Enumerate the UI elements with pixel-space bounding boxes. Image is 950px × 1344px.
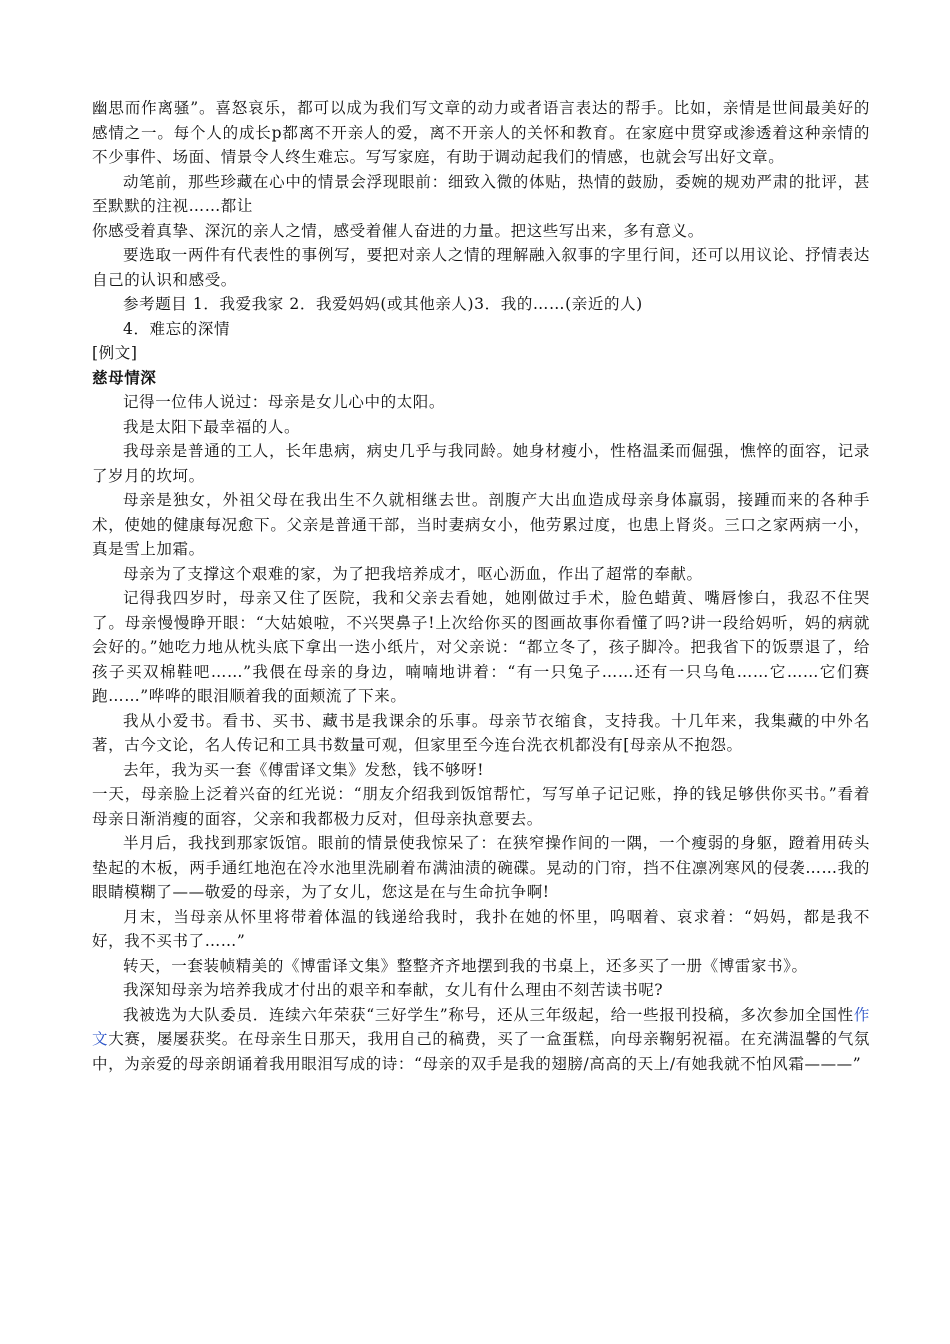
essay-paragraph: 我母亲是普通的工人，长年患病，病史几乎与我同龄。她身材瘦小，性格温柔而倔强，憔悴的面容，记录了岁月的坎坷。 bbox=[92, 442, 870, 485]
intro-paragraph-3: 要选取一两件有代表性的事例写，要把对亲人之情的理解融入叙事的字里行间，还可以用议论、抒情表达自己的认识和感受。 bbox=[92, 246, 870, 289]
essay-paragraph: 母亲为了支撑这个艰难的家，为了把我培养成才，呕心沥血，作出了超常的奉献。 bbox=[123, 564, 703, 583]
essay-last-text-before-link: 我被选为大队委员．连续六年荣获“三好学生”称号，还从三年级起，给一些报刊投稿，多次参加全国性 bbox=[123, 1005, 854, 1024]
essay-link-composition[interactable]: 作文 bbox=[92, 1005, 870, 1048]
essay-paragraph-noindent: 一天，母亲脸上泛着兴奋的红光说：“朋友介绍我到饭馆帮忙，写写单子记记账，挣的钱足够供你买书。”看着母亲日渐消瘦的面容，父亲和我都极力反对，但母亲执意要去。 bbox=[92, 785, 870, 828]
essay-paragraph: 转天，一套装帧精美的《博雷译文集》整整齐齐地摆到我的书桌上，还多买了一册《博雷家书》。 bbox=[123, 956, 808, 975]
essay-paragraph: 母亲是独女，外祖父母在我出生不久就相继去世。剖腹产大出血造成母亲身体羸弱，接踵而来的各种手术，使她的健康每况愈下。父亲是普通干部，当时妻病女小，他劳累过度，也患上肾炎。三口之家两病一小，真是雪上加霜。 bbox=[92, 491, 870, 558]
essay-paragraph: 我从小爱书。看书、买书、藏书是我课余的乐事。母亲节衣缩食，支持我。十几年来，我集藏的中外名著，古今文论，名人传记和工具书数量可观，但家里至今连台洗衣机都没有[母亲从不抱怨。 bbox=[92, 711, 870, 754]
intro-paragraph-2a: 动笔前，那些珍藏在心中的情景会浮现眼前：细致入微的体贴，热情的鼓励，委婉的规劝严肃的批评，甚至默默的注视……都让 bbox=[92, 172, 870, 215]
essay-paragraph: 记得我四岁时，母亲又住了医院，我和父亲去看她，她刚做过手术，脸色蜡黄、嘴唇惨白，我忍不住哭了。母亲慢慢睁开眼：“大姑娘啦，不兴哭鼻子!上次给你买的图画故事你看懂了吗?讲一段给妈听，妈的病就会好的。”她吃力地从枕头底下拿出一迭小纸片，对父亲说：“都立冬了，孩子脚冷。把我省下的饭票退了，给孩子买双棉鞋吧……”我偎在母亲的身边，喃喃地讲着：“有一只兔子……还有一只乌龟……它……它们赛跑……”哗哗的眼泪顺着我的面颊流了下来。 bbox=[92, 589, 870, 705]
essay-title: 慈母情深 bbox=[92, 368, 157, 387]
reference-topics-line-1: 参考题目 1．我爱我家 2．我爱妈妈(或其他亲人)3．我的……(亲近的人) bbox=[123, 295, 643, 313]
essay-paragraph: 我是太阳下最幸福的人。 bbox=[123, 417, 301, 436]
essay-paragraph: 半月后，我找到那家饭馆。眼前的情景使我惊呆了：在狭窄操作间的一隅，一个瘦弱的身躯，蹬着用砖头垫起的木板，两手通红地泡在冷水池里洗刷着布满油渍的碗碟。晃动的门帘，挡不住凛冽寒风的侵袭……我的眼睛模糊了——敬爱的母亲，为了女儿，您这是在与生命抗争啊! bbox=[92, 834, 870, 901]
essay-paragraph: 我深知母亲为培养我成才付出的艰辛和奉献，女儿有什么理由不刻苦读书呢? bbox=[123, 981, 664, 999]
essay-last-text-after-link: 大赛，屡屡获奖。在母亲生日那天，我用自己的稿费，买了一盒蛋糕，向母亲鞠躬祝福。在充满温馨的气氛中，为亲爱的母亲朗诵着我用眼泪写成的诗：“母亲的双手是我的翅膀/高高的天上/有她我就不怕风霜———” bbox=[92, 1030, 870, 1073]
essay-paragraph: 记得一位伟人说过：母亲是女儿心中的太阳。 bbox=[123, 393, 446, 411]
intro-paragraph-1: 幽思而作离骚”。喜怒哀乐，都可以成为我们写文章的动力或者语言表达的帮手。比如，亲情是世间最美好的感情之一。每个人的成长p都离不开亲人的爱，离不开亲人的关怀和教育。在家庭中贯穿或渗透着这种亲情的不少事件、场面、情景令人终生难忘。写写家庭，有助于调动起我们的情感，也就会写出好文章。 bbox=[92, 99, 870, 166]
intro-paragraph-2b: 你感受着真挚、深沉的亲人之情，感受着催人奋进的力量。把这些写出来，多有意义。 bbox=[92, 221, 704, 240]
document-body bbox=[92, 96, 870, 1076]
essay-paragraph: 去年，我为买一套《傅雷译文集》发愁，钱不够呀! bbox=[123, 760, 485, 779]
reference-topics-line-2: 4．难忘的深情 bbox=[123, 319, 231, 338]
essay-paragraph: 月末，当母亲从怀里将带着体温的钱递给我时，我扑在她的怀里，呜咽着、哀求着：“妈妈，都是我不好，我不买书了……” bbox=[92, 907, 870, 950]
example-label: [例文] bbox=[92, 344, 138, 362]
essay-paragraph-last bbox=[92, 1003, 870, 1077]
